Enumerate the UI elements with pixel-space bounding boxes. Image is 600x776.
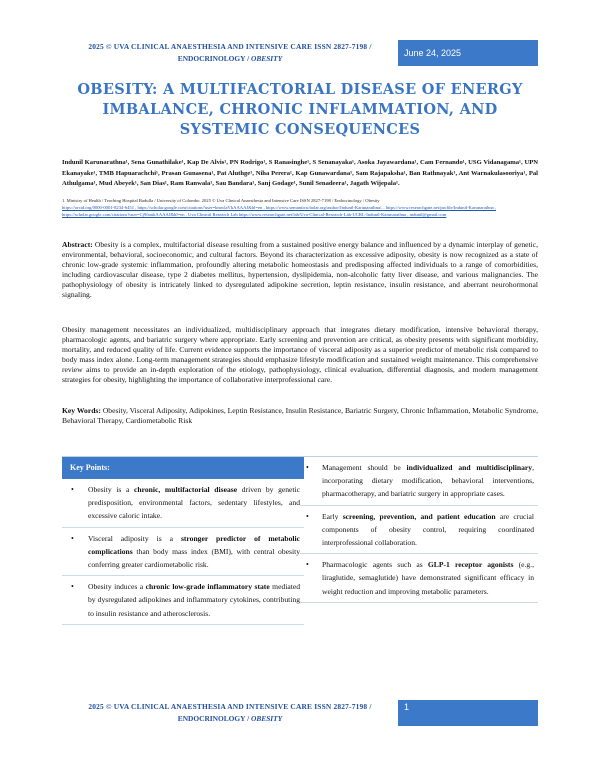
section-line: [62, 54, 398, 63]
affiliation-text: 1. Ministry of Health / Teaching Hospital Badulla / University of Colombo. 2025 © Uva Clinical Anaesthesia and Intensive Care ISSN 2827-7198 / Endocrinology / Obesity: [62, 198, 380, 203]
journal-header: [62, 40, 398, 66]
bullet-icon: •: [71, 485, 74, 494]
journal-line: 2025 © UVA CLINICAL ANAESTHESIA AND INTENSIVE CARE ISSN 2827-7198 /: [88, 42, 372, 51]
page-number: 1: [398, 700, 538, 726]
affiliation-links[interactable]: https://orcid.org/0000-0001-8234-6451 , https://scholar.google.com/citations?user=kmwlaVkAAAAJ&hl=en , https://www.semanticscholar.org/author/Indunil-Karunarathna/... https://www.researchgate.net/profile/Indunil-Karunarathna , https://scholar.google.com/citations?user=Cj9fsmkAAAAJ&hl=en , Uva Clinical Research Lab https://www.researchgate.net/lab/Uva-Clinical-Research-Lab-UCRL-Indunil-Karunarathna , indunil@gmail.com: [62, 205, 496, 218]
footer-journal-line: 2025 © UVA CLINICAL ANAESTHESIA AND INTENSIVE CARE ISSN 2827-7198 /: [88, 702, 372, 711]
key-points-heading: Key Points:: [62, 457, 304, 479]
bullet-icon: •: [306, 560, 309, 570]
abstract-label: Abstract:: [62, 240, 93, 249]
article-title: OBESITY: A MULTIFACTORIAL DISEASE OF ENERGY IMBALANCE, CHRONIC INFLAMMATION, AND SYSTEMIC CONSEQUENCES: [77, 81, 523, 138]
keywords-label: Key Words:: [62, 406, 101, 415]
key-points-right: [300, 456, 538, 683]
keywords: [62, 406, 538, 426]
running-footer: [62, 700, 538, 728]
key-point: • Visceral adiposity is a stronger predictor of metabolic complications than body mass index (BMI), with central obesity conferring greater cardiometabolic risk.: [62, 528, 304, 577]
bullet-icon: •: [306, 511, 309, 521]
key-point: • Obesity induces a chronic low-grade inflammatory state mediated by dysregulated adipokines and inflammatory cytokines, contributing to insulin resistance and atherosclerosis.: [62, 576, 304, 625]
abstract-text: Obesity is a complex, multifactorial disease resulting from a sustained positive energy balance and influenced by a dynamic interplay of genetic, environmental, behavioral, socioeconomic, and cultural factors. Beyond its characterization as excessive adiposity, obesity is now recognized as a state of chronic low-grade systemic inflammation, profoundly altering metabolic homeostasis and predisposing affected individuals to a range of comorbidities, including cardiovascular disease, type 2 diabetes mellitus, hypertension, dyslipidemia, non-alcoholic fatty liver disease, and various malignancies. The pathophysiology of obesity is intricately linked to dysregulated adipokine secretion, leptin resistance, insulin resistance, and aberrant neurohormonal signaling.: [62, 240, 538, 299]
section-prefix: ENDOCRINOLOGY /: [177, 54, 251, 63]
author-list: Indunil Karunarathna¹, Sena Gunathilake¹, Kap De Alvis¹, PN Rodrigo¹, S Ranasinghe¹, S Senanayaka¹, Asoka Jayawardana¹, Cam Fernando¹, USG Vidanagama¹, UPN Ekanayake¹, TMB Hapuarachchi¹, Prasan Gunasena¹, Pat Aluthge¹, Niha Perera¹, Kap Gunawardana¹, Sam Rajapaksha¹, Ban Rathnayak¹, Ant Warnakulasooriya¹, Pal Athulgama¹, Mud Abeyek¹, San Dias¹, Ram Ranwala¹, Sau Bandara¹, Sanj Godage¹, Sunil Senadeera¹, Jagath Wijepala¹.: [62, 159, 538, 187]
bullet-icon: •: [71, 582, 74, 592]
bullet-icon: •: [71, 533, 74, 543]
key-point: • Pharmacologic agents such as GLP-1 receptor agonists (e.g., liraglutide, semaglutide) have demonstrated significant efficacy in weight reduction and improving metabolic parameters.: [300, 554, 538, 603]
affiliation: [62, 197, 538, 219]
footer-journal: [62, 700, 398, 723]
key-point: • Management should be individualized and multidisciplinary, incorporating dietary modification, behavioral interventions, pharmacotherapy, and bariatric surgery in appropriate cases.: [300, 457, 538, 506]
publication-date: June 24, 2025: [398, 40, 538, 66]
key-point: • Obesity is a chronic, multifactorial disease driven by genetic predisposition, environmental factors, sedentary lifestyles, and excessive caloric intake.: [62, 479, 304, 528]
section-topic: OBESITY: [251, 54, 283, 63]
abstract-paragraph-2: Obesity management necessitates an individualized, multidisciplinary approach that integrates dietary modification, intensive behavioral therapy, pharmacologic agents, and bariatric surgery where appropriate. Early screening and prevention are critical, as obesity presents with significant morbidity, mortality, and reduced quality of life. Current evidence supports the importance of visceral adiposity as a superior predictor of metabolic risk compared to body mass index alone. Long-term management strategies should emphasize lifestyle modification and sustained weight maintenance. This comprehensive review aims to provide an in-depth exploration of the etiology, pathophysiology, clinical evaluation, differential diagnosis, and modern management strategies for obesity, highlighting the importance of collaborative interprofessional care.: [62, 325, 538, 384]
key-point: • Early screening, prevention, and patient education are crucial components of obesity control, requiring coordinated interprofessional collaboration.: [300, 506, 538, 555]
bullet-icon: •: [306, 463, 309, 472]
keywords-text: Obesity, Visceral Adiposity, Adipokines, Leptin Resistance, Insulin Resistance, Bariatric Surgery, Chronic Inflammation, Metabolic Syndrome, Behavioral Therapy, Cardiometabolic Risk: [62, 406, 538, 425]
abstract: [62, 240, 538, 300]
footer-section-line: ENDOCRINOLOGY / OBESITY: [177, 714, 283, 723]
running-header: [62, 40, 538, 66]
key-points-left: [62, 456, 304, 683]
